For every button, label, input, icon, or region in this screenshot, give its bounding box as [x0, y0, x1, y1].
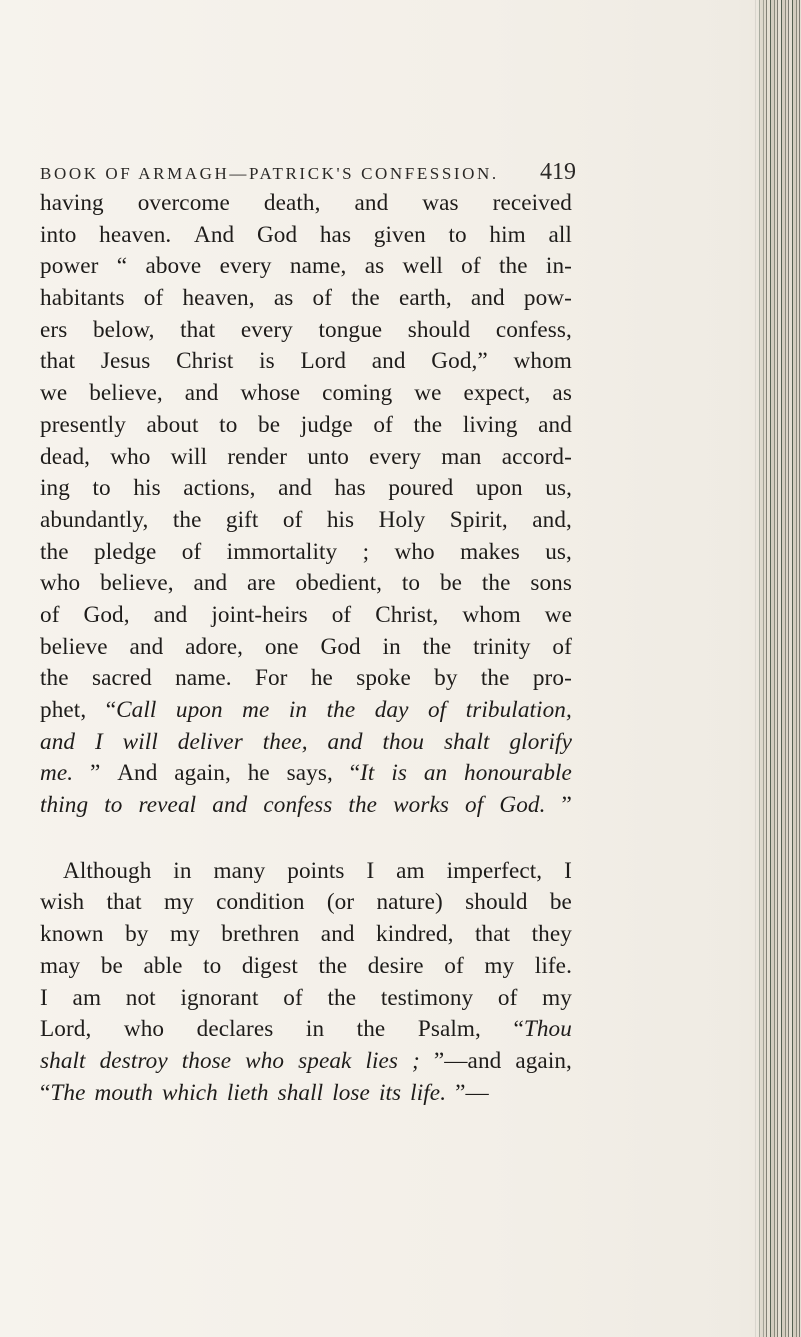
- word: him: [489, 221, 526, 248]
- word: nature): [376, 889, 443, 916]
- word: into: [40, 221, 77, 248]
- word: (or: [326, 889, 355, 916]
- word: trinity: [473, 633, 531, 660]
- word: is: [391, 760, 407, 787]
- word: many: [213, 857, 266, 884]
- word: of: [461, 253, 481, 280]
- word: the: [413, 411, 443, 438]
- word: about: [146, 411, 199, 438]
- word: pro-: [532, 665, 572, 692]
- word: my: [169, 921, 200, 948]
- text-line: [40, 632, 572, 664]
- word: For: [254, 665, 288, 692]
- word: honourable: [464, 760, 572, 787]
- word: Christ,: [375, 601, 439, 628]
- word: and: [193, 570, 228, 597]
- word: Spirit,: [449, 506, 508, 533]
- text-line: [40, 220, 572, 252]
- word: imperfect,: [446, 857, 543, 884]
- word: “It: [349, 760, 375, 787]
- word: habitants: [40, 285, 125, 312]
- word: by: [434, 665, 458, 692]
- word: us,: [545, 475, 572, 502]
- word: by: [125, 921, 149, 948]
- word: works: [393, 792, 449, 819]
- word: wish: [40, 889, 85, 916]
- word: known: [40, 921, 104, 948]
- word: makes: [460, 538, 520, 565]
- word: every: [240, 316, 293, 343]
- paragraph: [40, 856, 572, 1110]
- word: ”: [561, 792, 572, 819]
- word: he: [247, 760, 270, 787]
- text-line: [40, 188, 572, 220]
- text-line: [40, 727, 572, 759]
- word: his: [133, 475, 161, 502]
- word: believe: [40, 633, 108, 660]
- word: poured: [388, 475, 454, 502]
- paragraph: [40, 188, 572, 822]
- word: of: [143, 285, 164, 312]
- word: my: [542, 984, 572, 1011]
- word: ignorant: [180, 984, 259, 1011]
- word: has: [319, 221, 352, 248]
- word: kindred,: [376, 921, 454, 948]
- word: confess,: [495, 316, 572, 343]
- text-line: [40, 951, 572, 983]
- word: the: [351, 285, 380, 312]
- word: joint-heirs: [211, 601, 308, 628]
- word: who: [123, 1016, 165, 1043]
- word: God: [320, 633, 361, 660]
- word: the: [40, 538, 69, 565]
- word: and: [320, 921, 355, 948]
- word: testimony: [380, 984, 474, 1011]
- word: will: [122, 728, 158, 755]
- word: Lord: [300, 348, 347, 375]
- word: overcome: [137, 190, 230, 216]
- word: ing: [40, 475, 70, 502]
- word: who: [394, 538, 435, 565]
- word: he: [310, 665, 333, 692]
- word: having: [40, 190, 104, 216]
- text-line: [40, 346, 572, 378]
- word: obedient,: [295, 570, 383, 597]
- word: gift: [225, 506, 259, 533]
- word: life.: [410, 1079, 447, 1106]
- text-line: [40, 1014, 572, 1046]
- word: my: [163, 889, 194, 916]
- word: thou: [382, 728, 425, 755]
- word: whom: [462, 601, 521, 628]
- text-line: [40, 442, 572, 474]
- word: below,: [92, 316, 155, 343]
- word: and: [278, 475, 312, 502]
- word: lieth: [226, 1079, 269, 1106]
- word: above: [145, 253, 202, 280]
- text-line: [40, 887, 572, 919]
- word: who: [110, 443, 151, 470]
- word: ”—and: [433, 1047, 502, 1074]
- word: be: [100, 952, 123, 979]
- word: ”: [89, 760, 101, 787]
- word: glorify: [509, 728, 572, 755]
- word: am: [72, 984, 102, 1011]
- word: thing: [40, 792, 89, 819]
- word: be: [439, 570, 463, 597]
- word: whose: [240, 380, 301, 407]
- word: life.: [534, 952, 572, 979]
- word: heaven.: [99, 221, 172, 248]
- running-title: BOOK OF ARMAGH—PATRICK'S CONFESSION.: [40, 164, 499, 183]
- word: actions,: [183, 475, 256, 502]
- text-line: [40, 919, 572, 951]
- word: says,: [286, 760, 333, 787]
- text-line: [40, 758, 572, 790]
- word: Psalm,: [417, 1016, 481, 1043]
- word: “Thou: [513, 1016, 572, 1043]
- word: that: [40, 348, 76, 375]
- text-line: [40, 473, 572, 505]
- word: ;: [412, 1047, 420, 1074]
- word: the: [327, 984, 357, 1011]
- word: are: [247, 570, 276, 597]
- word: again,: [174, 760, 231, 787]
- word: the: [326, 697, 356, 723]
- word: adore,: [185, 633, 244, 660]
- word: shall: [277, 1079, 324, 1106]
- word: of: [427, 697, 447, 723]
- word: not: [125, 984, 156, 1011]
- word: that: [106, 889, 142, 916]
- word: sacred: [91, 665, 152, 692]
- word: they: [531, 921, 572, 948]
- word: one: [264, 633, 299, 660]
- word: which: [161, 1079, 218, 1106]
- word: the: [422, 633, 452, 660]
- word: to: [203, 952, 222, 979]
- word: render: [227, 443, 288, 470]
- word: we: [414, 380, 442, 407]
- word: well: [402, 253, 443, 280]
- word: of: [283, 984, 303, 1011]
- word: reveal: [138, 792, 197, 819]
- word: the: [481, 570, 511, 597]
- word: speak: [298, 1047, 352, 1074]
- text-line: [40, 568, 572, 600]
- word: dead,: [40, 443, 91, 470]
- word: earth,: [399, 285, 452, 312]
- word: mouth: [94, 1079, 153, 1106]
- word: presently: [40, 411, 126, 438]
- word: given: [373, 221, 426, 248]
- text-line: [40, 600, 572, 632]
- word: “Call: [105, 697, 157, 723]
- word: will: [170, 443, 208, 470]
- word: of: [465, 792, 484, 819]
- word: I: [564, 857, 572, 884]
- word: of: [444, 952, 464, 979]
- word: heaven,: [182, 285, 255, 312]
- word: expect,: [463, 380, 531, 407]
- word: and: [153, 601, 188, 628]
- word: power: [40, 253, 99, 280]
- word: an: [423, 760, 448, 787]
- word: lose: [332, 1079, 370, 1106]
- word: of: [181, 538, 202, 565]
- word: and: [538, 411, 572, 438]
- word: Lord,: [40, 1016, 92, 1043]
- word: ers: [40, 316, 68, 343]
- word: should: [407, 316, 471, 343]
- word: points: [287, 857, 345, 884]
- word: tongue: [318, 316, 383, 343]
- word: living: [462, 411, 518, 438]
- text-line: [40, 663, 572, 695]
- running-head: [40, 159, 576, 186]
- word: of: [282, 506, 303, 533]
- word: Christ: [176, 348, 234, 375]
- word: Although: [63, 857, 152, 884]
- word: of: [552, 633, 572, 660]
- word: who: [245, 1047, 285, 1074]
- word: and: [184, 380, 219, 407]
- paragraph-gap: [40, 822, 572, 856]
- text-line: [40, 1046, 572, 1078]
- word: his: [326, 506, 355, 533]
- text-line: [40, 856, 572, 888]
- word: my: [484, 952, 515, 979]
- text-line: [40, 790, 572, 822]
- word: And: [117, 760, 158, 787]
- word: and: [354, 190, 389, 216]
- word: “The: [40, 1079, 86, 1106]
- word: and: [40, 728, 76, 755]
- text-line: [40, 410, 572, 442]
- word: lies: [365, 1047, 399, 1074]
- word: upon: [475, 475, 523, 502]
- word: Holy: [378, 506, 426, 533]
- word: in: [173, 857, 192, 884]
- word: be: [549, 889, 572, 916]
- word: God,”: [431, 348, 488, 375]
- word: should: [465, 889, 528, 916]
- word: as: [273, 285, 294, 312]
- word: death,: [263, 190, 321, 216]
- body-text: [40, 188, 572, 1109]
- text-line: [40, 378, 572, 410]
- word: and: [327, 728, 363, 755]
- word: And: [194, 221, 235, 248]
- word: accord-: [501, 443, 572, 470]
- word: name.: [175, 665, 232, 692]
- word: coming: [322, 380, 393, 407]
- word: we: [544, 601, 572, 628]
- word: the: [480, 665, 510, 692]
- word: shalt: [443, 728, 490, 755]
- word: every: [219, 253, 272, 280]
- word: sons: [530, 570, 572, 597]
- word: those: [181, 1047, 232, 1074]
- word: am: [396, 857, 425, 884]
- word: condition: [216, 889, 305, 916]
- word: tribulation,: [465, 697, 572, 723]
- word: thee,: [262, 728, 308, 755]
- word: I: [40, 984, 48, 1011]
- word: God.: [499, 792, 546, 819]
- word: the: [172, 506, 202, 533]
- word: upon: [175, 697, 223, 723]
- word: digest: [241, 952, 298, 979]
- word: in: [382, 633, 401, 660]
- word: spoke: [356, 665, 411, 692]
- word: shalt: [40, 1047, 86, 1074]
- word: received: [492, 190, 572, 216]
- word: may: [40, 952, 81, 979]
- word: of: [331, 601, 352, 628]
- word: judge: [300, 411, 353, 438]
- word: believe,: [100, 570, 174, 597]
- word: unto: [307, 443, 349, 470]
- word: declares: [196, 1016, 274, 1043]
- word: the: [40, 665, 69, 692]
- word: and: [129, 633, 164, 660]
- word: of: [497, 984, 518, 1011]
- word: every: [369, 443, 422, 470]
- word: to: [448, 221, 467, 248]
- word: I: [94, 728, 103, 755]
- text-line: [40, 505, 572, 537]
- word: of: [40, 601, 60, 628]
- word: of: [312, 285, 333, 312]
- word: man: [441, 443, 482, 470]
- word: in: [288, 697, 308, 723]
- word: as: [552, 380, 572, 407]
- word: destroy: [99, 1047, 168, 1074]
- word: confess: [263, 792, 333, 819]
- page-number: 419: [540, 159, 576, 185]
- word: to: [104, 792, 123, 819]
- word: pow-: [523, 285, 572, 312]
- word: all: [548, 221, 572, 248]
- word: and: [212, 792, 248, 819]
- word: abundantly,: [40, 506, 149, 533]
- word: was: [422, 190, 459, 216]
- word: the: [356, 1016, 386, 1043]
- word: name,: [289, 253, 347, 280]
- word: to: [92, 475, 111, 502]
- word: ;: [362, 538, 370, 565]
- word: “: [116, 253, 128, 280]
- word: pledge: [94, 538, 157, 565]
- word: and: [470, 285, 505, 312]
- word: me.: [40, 760, 74, 787]
- word: be: [258, 411, 281, 438]
- word: its: [378, 1079, 402, 1106]
- word: as: [364, 253, 385, 280]
- word: brethren: [221, 921, 300, 948]
- word: that: [474, 921, 511, 948]
- text-line: [40, 315, 572, 347]
- word: immortality: [226, 538, 338, 565]
- word: is: [259, 348, 275, 375]
- word: able: [143, 952, 183, 979]
- word: of: [373, 411, 393, 438]
- word: in-: [545, 253, 572, 280]
- word: to: [219, 411, 238, 438]
- page-binding-edge: [753, 0, 801, 1337]
- word: deliver: [177, 728, 243, 755]
- text-line: [40, 251, 572, 283]
- text-line: [40, 1078, 572, 1110]
- word: desire: [367, 952, 424, 979]
- word: that: [180, 316, 216, 343]
- word: again,: [515, 1047, 572, 1074]
- word: the: [348, 792, 378, 819]
- word: whom: [513, 348, 572, 375]
- word: who: [40, 570, 81, 597]
- word: ”—: [455, 1079, 489, 1106]
- word: God: [256, 221, 298, 248]
- word: I: [366, 857, 375, 884]
- word: God,: [83, 601, 130, 628]
- word: in: [305, 1016, 325, 1043]
- word: us,: [545, 538, 572, 565]
- text-line: [40, 283, 572, 315]
- word: phet,: [40, 697, 87, 723]
- word: the: [498, 253, 528, 280]
- word: and: [371, 348, 406, 375]
- word: believe,: [89, 380, 163, 407]
- text-line: [40, 983, 572, 1015]
- word: we: [40, 380, 68, 407]
- word: me: [242, 697, 270, 723]
- word: has: [334, 475, 366, 502]
- word: day: [374, 697, 409, 723]
- word: Jesus: [100, 348, 151, 375]
- text-line: [40, 695, 572, 727]
- word: the: [318, 952, 348, 979]
- word: to: [401, 570, 421, 597]
- word: and,: [532, 506, 572, 533]
- text-line: [40, 537, 572, 569]
